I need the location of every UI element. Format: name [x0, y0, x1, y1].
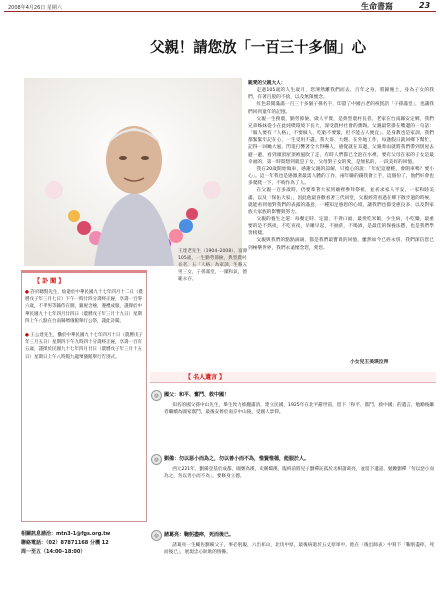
- quote-head: 諸葛亮：鞠躬盡瘁，死而後已。: [164, 532, 235, 538]
- letter-paragraph: 走過105歲的人生歲月，您渾然離我們而去，百年之身，將歸塵土，身為子女的我們，有著百般的不捨，以及無限懷念。: [248, 88, 434, 101]
- photo-caption: 王達老先生（1904–2008）、富源105歲，一生勤勞節儉，典型農村長者，五「人格」為家訓，生養五男三女，子孫滿堂，一團和氣，德範永存。: [178, 249, 248, 282]
- letter-paragraph: 我在20歲開始做車，感謝父親的諒解，只擔心的說：「年紀這麼輕，會開車嗎？要小心」。這一年我也是感激著最需人體的工作，兩年賺的錢我會上手，這個份了，他們好會也多爬爬一下，不夠作為了人。: [248, 166, 434, 187]
- letter-paragraph: 在父親一百多歲時，仍要牽著大家到廟裡參拜祭祖，並祈求家人平安，一家和睦美滿，以及「保佑大家」，因此他最喜歡看著三代同堂，父親經常看過在鄉下散步過的時候，就能看到他對我們的表露的滿意，一種知足感恩的心境，讓我們也都受惠良多，以及對家族大家族的影響與努力。: [248, 188, 434, 215]
- letter-body: [248, 80, 434, 252]
- quote-paragraph: 知名的國父孫中山先生，畢生致力推翻滿清，建立民國，1925年在北平辭世前，留下「和平、奮鬥、救中國」的遺言，勉勵後繼者繼續為國家奮鬥，最後安葬於南京中山陵，受國人景仰。: [164, 403, 434, 416]
- quote-body: [164, 542, 434, 556]
- letter-paragraph: 父親與我們的點點滴滴，都是我們最寶貴的回憶，雖然如今已經永別，我們深信您已到極樂世界，我們永遠懷念您，愛您。: [248, 238, 434, 251]
- contact-info: [21, 530, 141, 557]
- portrait-photo: [24, 78, 242, 266]
- section-title: 生命書寫: [361, 2, 393, 11]
- quote-paragraph: 諸葛亮一生輔佐劉備父子，事必躬親，六出祁山，北伐中原，最後病逝於五丈原軍中。他在〈後出師表〉中寫下「鞠躬盡瘁，死而後已」，展現忠心耿耿的情操。: [164, 543, 434, 556]
- contact-phone: 聯絡電話：（02）87871168 分機 12: [21, 540, 109, 546]
- contact-email: 相關訊息請洽：mtn3-1@fgs.org.tw: [21, 531, 111, 537]
- letter-salutation: 親愛的父親大人：: [248, 81, 286, 86]
- bullet-icon: ●: [25, 290, 31, 295]
- page-number: 23: [419, 1, 431, 10]
- header-rule: [4, 11, 436, 12]
- obituary-title: 【 訃 聞 】: [34, 278, 65, 285]
- quote-head: 劉備：勿以惡小而為之，勿以善小而不為，惟賢惟德，能服於人。: [164, 456, 310, 462]
- bullet-icon: ●: [25, 333, 31, 339]
- header-date: 2008年4月26日 星期六: [8, 5, 62, 11]
- article-title: 父親！請您放「一百三十多個」心: [150, 39, 366, 56]
- quotes-title: 【 名人遺言 】: [185, 374, 226, 381]
- obituary-item: [25, 332, 143, 361]
- letter-paragraph: 紅色彩開滿滿一百三十多個子孫名字，印證了中國古老的祝賀語「子孫滿堂」，也讓我們回到童年的記憶。: [248, 102, 434, 115]
- obituary-box: [21, 270, 147, 522]
- quote-body: [164, 402, 434, 416]
- obituary-text: 王公達先生，慟於中華民國九十七年四月十日（農曆戊子年三月五日）星期四下午九時四十分壽終正寢，享壽一百有五歲，謹擇於民國九十七年四月廿日（農曆戊子年三月十五日）星期日上午八時假九龍殯儀館舉行告別式。: [25, 333, 143, 360]
- portrait-illustration: [24, 78, 242, 266]
- quote-icon: ◎: [151, 390, 162, 401]
- obituary-text: 許府聰賢先生，仙逝於中華民國九十七年四月十二日（農曆戊子年三月七日）下午一時廿四分壽終正寢，享壽一百零六歲，不孝男等隨侍在側，親視含殮，遵禮成服，謹擇於中華民國九十七年四月廿四日（農曆戊子年三月十九日）星期四上午八點在台南縣殯儀館舉行公祭，謹此訃聞。: [25, 290, 143, 324]
- quote-head: 國父：和平、奮鬥、救中國！: [164, 392, 230, 398]
- letter-signature: 小女兒王美瑛泣拜: [350, 360, 389, 365]
- obituary-body: [25, 289, 143, 368]
- contact-hours: 周一至五（14:00–18:00）: [21, 549, 86, 555]
- letter-paragraph: 父親一生務農，勤勞節儉，做人平實，是典型農村長者。老家在台南縣安定鄉，我們兄弟姊妹從小在此純樸環境下長大，深受農村社會的薰陶。父親最常掛在嘴邊的一句話：「做人要有『人格』，不要做人，吃虧不要緊，但不能占人便宜」。是身教也是家訓，我們都緊緊牢記在心，一生受用不盡。我大哥、大嫂、在外地工作，每逢假日就回鄉下幫忙，記得一回颱大風，閃電打響著全大得嚇人，感覺就在耳邊，父親牽雨就將我們帶到別屋去避一避，看到頭頂屋頂被風吹了走，有時人們都已全泡在水裡，要有父母在家的子女是最幸福的，第一時間想到就是子女，父母對子女的愛，是無私的，一段美好的回憶。: [248, 116, 434, 165]
- quote-body: [164, 466, 434, 480]
- obituary-item: [25, 289, 143, 325]
- quote-icon: ◎: [151, 454, 162, 465]
- quote-icon: ◎: [151, 530, 162, 541]
- quote-paragraph: 西元221年，劉備登基於成都，國號為漢，史稱蜀漢。臨終前將兒子劉禪託孤於丞相諸葛亮，並留下遺詔，勉勵劉禪「勿以惡小而為之，勿以善小而不為」，要修身立德。: [164, 467, 434, 480]
- letter-paragraph: 父親的養生之道：每餐定時、定量，不貪口福，最愛吃米飯，少生病，小吃藥，最重要的是不熬夜，不吃宵夜，早睡早起，不抽菸，不喝酒，是最佳的保養法寶，也是我們學習榜樣。: [248, 216, 434, 237]
